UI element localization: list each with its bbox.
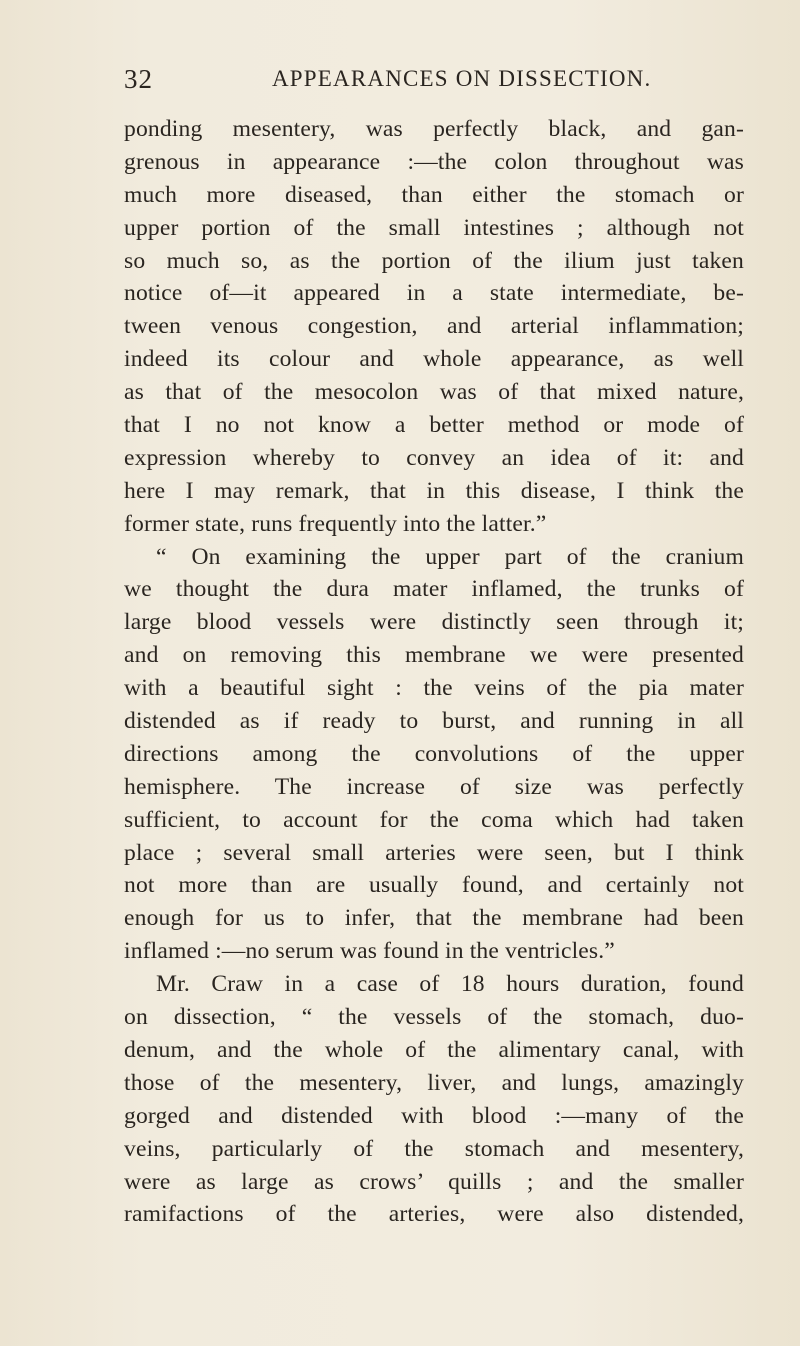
text-line: directions among the convolutions of the upper — [124, 740, 744, 767]
text-line: sufficient, to account for the coma which had taken — [124, 806, 744, 833]
page-header — [124, 64, 738, 104]
text-line: and on removing this membrane we were presented — [124, 642, 744, 669]
text-line: place ; several small arteries were seen, but I think — [124, 839, 744, 866]
text-line: former state, runs frequently into the latter.” — [124, 510, 547, 537]
text-line: upper portion of the small intestines ; although not — [124, 214, 744, 241]
text-line: not more than are usually found, and certainly not — [124, 872, 744, 899]
text-line: that I no not know a better method or mode of — [124, 412, 744, 439]
text-line: enough for us to infer, that the membrane had been — [124, 905, 744, 932]
text-line: expression whereby to convey an idea of it: and — [124, 444, 744, 471]
text-line: so much so, as the portion of the ilium just taken — [124, 247, 744, 274]
text-line: “ On examining the upper part of the cranium — [156, 543, 744, 570]
text-line: denum, and the whole of the alimentary canal, with — [124, 1036, 744, 1063]
text-line: gorged and distended with blood :—many of the — [124, 1102, 744, 1129]
text-line: were as large as crows’ quills ; and the smaller — [124, 1168, 744, 1195]
text-line: on dissection, “ the vessels of the stomach, duo- — [124, 1004, 744, 1031]
text-line: we thought the dura mater inflamed, the trunks of — [124, 576, 744, 603]
text-line: with a beautiful sight : the veins of the pia mater — [124, 675, 744, 702]
text-line: much more diseased, than either the stomach or — [124, 181, 744, 208]
text-line: hemisphere. The increase of size was perfectly — [124, 773, 744, 800]
text-line: inflamed :—no serum was found in the ventricles.” — [124, 938, 615, 965]
text-line: veins, particularly of the stomach and mesentery, — [124, 1135, 744, 1162]
text-line: as that of the mesocolon was of that mixed nature, — [124, 379, 744, 406]
text-line: ponding mesentery, was perfectly black, and gan- — [124, 116, 744, 142]
text-line: indeed its colour and whole appearance, as well — [124, 346, 744, 373]
text-line: notice of—it appeared in a state intermediate, be- — [124, 280, 744, 307]
page-number: 32 — [124, 64, 153, 94]
running-title: APPEARANCES ON DISSECTION. — [272, 66, 652, 91]
text-line: tween venous congestion, and arterial inflammation; — [124, 313, 744, 340]
text-line: here I may remark, that in this disease, I think the — [124, 477, 744, 504]
text-line: distended as if ready to burst, and running in all — [124, 708, 744, 735]
text-line: those of the mesentery, liver, and lungs, amazingly — [124, 1069, 744, 1096]
text-line: grenous in appearance :—the colon throughout was — [124, 148, 744, 175]
text-line: ramifactions of the arteries, were also distended, — [124, 1201, 744, 1228]
text-line: Mr. Craw in a case of 18 hours duration, found — [156, 971, 744, 998]
text-line: large blood vessels were distinctly seen through it; — [124, 609, 744, 636]
body-text — [124, 113, 744, 1231]
